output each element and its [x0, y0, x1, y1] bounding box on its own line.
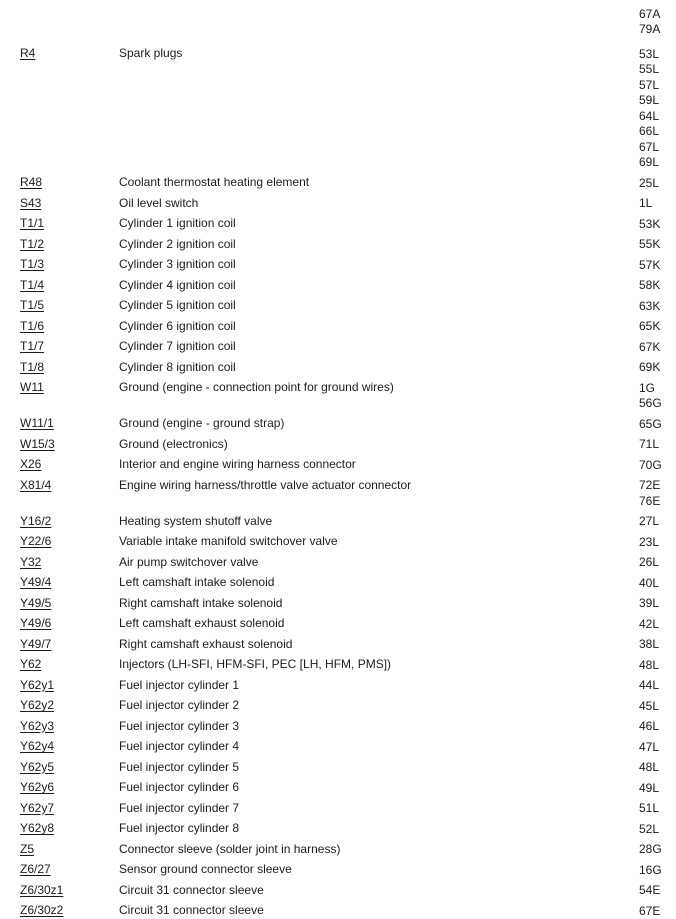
component-code-cell — [20, 883, 119, 898]
component-locations — [639, 437, 676, 453]
location-code: 65K — [639, 319, 661, 333]
table-row — [0, 698, 676, 714]
component-code-cell — [20, 657, 119, 672]
location-code: 53K — [639, 216, 661, 231]
table-row — [0, 637, 676, 653]
location-code: 65G — [639, 416, 662, 431]
location-code: 52L — [639, 821, 660, 836]
location-code: 40L — [639, 575, 660, 590]
table-row — [0, 360, 676, 376]
location-code: 1G — [639, 380, 656, 395]
component-locations — [639, 46, 676, 170]
component-locations — [639, 175, 676, 191]
component-code-cell — [20, 596, 119, 611]
table-row — [0, 821, 676, 837]
location-code: 67A — [639, 6, 661, 21]
component-description: Oil level switch — [119, 195, 199, 210]
component-code: T1/8 — [20, 359, 45, 374]
component-code-cell — [20, 678, 119, 693]
component-code-cell — [20, 514, 119, 529]
location-code: 16G — [639, 862, 662, 877]
table-row — [0, 678, 676, 694]
component-description: Heating system shutoff valve — [119, 513, 273, 528]
location-code: 79A — [639, 22, 661, 36]
location-code: 46L — [639, 719, 660, 733]
component-code-cell — [20, 437, 119, 452]
component-description: Interior and engine wiring harness connector — [119, 457, 356, 471]
table-row — [0, 216, 676, 232]
table-row — [0, 175, 676, 191]
component-code-cell — [20, 842, 119, 857]
table-row — [0, 46, 676, 170]
component-code-cell — [20, 801, 119, 816]
component-locations — [639, 555, 676, 571]
component-code: Y62y2 — [20, 698, 55, 712]
component-code-cell — [20, 555, 119, 570]
component-description: Cylinder 7 ignition coil — [119, 339, 236, 353]
component-description: Cylinder 3 ignition coil — [119, 257, 236, 271]
component-locations — [639, 534, 676, 550]
table-row — [0, 719, 676, 735]
component-locations — [639, 360, 676, 376]
component-code: Y16/2 — [20, 513, 52, 528]
component-locations — [639, 6, 676, 37]
component-code: S43 — [20, 195, 42, 210]
table-row — [0, 862, 676, 878]
component-code: T1/6 — [20, 318, 45, 333]
component-code: W15/3 — [20, 436, 55, 451]
component-code-cell — [20, 698, 119, 713]
table-row — [0, 616, 676, 632]
component-locations — [639, 801, 676, 817]
component-description: Left camshaft exhaust solenoid — [119, 616, 285, 630]
component-code: Y22/6 — [20, 534, 52, 548]
component-description: Fuel injector cylinder 6 — [119, 780, 240, 794]
component-locations — [639, 637, 676, 653]
component-code: Y62y3 — [20, 718, 55, 733]
location-code: 63K — [639, 298, 661, 313]
component-description: Ground (engine - ground strap) — [119, 416, 285, 430]
location-code: 47L — [639, 739, 660, 754]
component-description: Cylinder 1 ignition coil — [119, 216, 236, 230]
component-description: Ground (electronics) — [119, 436, 228, 451]
component-locations — [639, 883, 676, 899]
table-row — [0, 196, 676, 212]
component-code: Z5 — [20, 841, 35, 856]
component-locations — [639, 719, 676, 735]
component-code: Y49/4 — [20, 575, 52, 589]
component-code-cell — [20, 903, 119, 918]
location-code: 66L — [639, 124, 660, 138]
location-code: 27L — [639, 514, 660, 528]
location-code: 67K — [639, 339, 661, 354]
component-description: Air pump switchover valve — [119, 554, 259, 569]
component-code: Y49/5 — [20, 595, 52, 610]
component-locations — [639, 196, 676, 212]
location-code: 25L — [639, 175, 660, 190]
table-row — [0, 903, 676, 919]
component-code: R4 — [20, 46, 36, 60]
component-description: Connector sleeve (solder joint in harness) — [119, 841, 341, 856]
component-code: T1/5 — [20, 298, 45, 312]
component-code-cell — [20, 278, 119, 293]
component-location-table — [0, 6, 676, 919]
component-locations — [639, 760, 676, 776]
component-code: R48 — [20, 175, 43, 189]
component-locations — [639, 416, 676, 432]
component-locations — [639, 237, 676, 253]
component-code: Z6/30z2 — [20, 903, 64, 917]
component-description: Fuel injector cylinder 3 — [119, 718, 240, 733]
table-row — [0, 555, 676, 571]
component-code-cell — [20, 534, 119, 549]
location-code: 28G — [639, 842, 662, 856]
component-code: Y62y1 — [20, 677, 55, 692]
location-code: 72E — [639, 478, 661, 492]
component-code-cell — [20, 780, 119, 795]
component-locations — [639, 298, 676, 314]
component-description: Variable intake manifold switchover valve — [119, 534, 338, 548]
component-locations — [639, 478, 676, 509]
component-description: Cylinder 8 ignition coil — [119, 359, 236, 374]
location-code: 70G — [639, 457, 662, 472]
component-code: Y62y4 — [20, 739, 55, 753]
component-description: Cylinder 4 ignition coil — [119, 277, 236, 292]
component-description: Cylinder 2 ignition coil — [119, 236, 236, 251]
component-locations — [639, 514, 676, 530]
component-description: Fuel injector cylinder 1 — [119, 677, 240, 692]
location-code: 69L — [639, 155, 660, 169]
location-code: 48L — [639, 760, 660, 774]
component-code: T1/2 — [20, 236, 45, 251]
component-locations — [639, 739, 676, 755]
component-description: Injectors (LH-SFI, HFM-SFI, PEC [LH, HFM, PMS]) — [119, 657, 392, 671]
location-code: 1L — [639, 196, 653, 210]
component-code-cell — [20, 298, 119, 313]
component-description: Spark plugs — [119, 46, 183, 60]
table-row — [0, 801, 676, 817]
component-code: Z6/27 — [20, 862, 51, 876]
location-code: 49L — [639, 780, 660, 795]
component-description: Fuel injector cylinder 5 — [119, 759, 240, 774]
location-code: 64L — [639, 108, 660, 123]
table-row — [0, 339, 676, 355]
table-row — [0, 883, 676, 899]
table-row — [0, 319, 676, 335]
table-row — [0, 760, 676, 776]
component-description: Right camshaft intake solenoid — [119, 595, 283, 610]
table-row — [0, 437, 676, 453]
table-row — [0, 514, 676, 530]
component-code-cell — [20, 616, 119, 631]
location-code: 67E — [639, 903, 661, 918]
component-description: Circuit 31 connector sleeve — [119, 882, 264, 897]
location-code: 69K — [639, 360, 661, 374]
table-row — [0, 457, 676, 473]
component-description: Fuel injector cylinder 2 — [119, 698, 240, 712]
location-code: 48L — [639, 657, 660, 672]
location-code: 53L — [639, 46, 660, 61]
component-code: Y49/7 — [20, 636, 52, 651]
component-code-cell — [20, 719, 119, 734]
location-code: 45L — [639, 698, 660, 713]
component-code: Z6/30z1 — [20, 882, 64, 897]
component-code-cell — [20, 257, 119, 272]
table-row — [0, 575, 676, 591]
component-code: Y62y5 — [20, 759, 55, 774]
component-locations — [639, 698, 676, 714]
component-code: T1/4 — [20, 277, 45, 292]
table-row — [0, 380, 676, 411]
component-code: X26 — [20, 457, 42, 471]
component-code: W11 — [20, 380, 44, 394]
table-row — [0, 237, 676, 253]
table-row — [0, 780, 676, 796]
component-description: Left camshaft intake solenoid — [119, 575, 275, 589]
component-description: Circuit 31 connector sleeve — [119, 903, 264, 917]
component-code-cell — [20, 478, 119, 493]
component-description: Fuel injector cylinder 4 — [119, 739, 240, 753]
component-locations — [639, 616, 676, 632]
table-row — [0, 478, 676, 509]
component-code-cell — [20, 46, 119, 61]
component-code-cell — [20, 575, 119, 590]
component-code-cell — [20, 637, 119, 652]
location-code: 57L — [639, 77, 660, 92]
table-row — [0, 657, 676, 673]
location-code: 51L — [639, 801, 660, 815]
component-locations — [639, 903, 676, 919]
table-row — [0, 534, 676, 550]
component-code-cell — [20, 380, 119, 395]
table-row — [0, 298, 676, 314]
location-code: 26L — [639, 555, 660, 569]
component-code-cell — [20, 821, 119, 836]
component-locations — [639, 457, 676, 473]
component-code-cell — [20, 175, 119, 190]
component-locations — [639, 862, 676, 878]
location-code: 44L — [639, 678, 660, 692]
location-code: 23L — [639, 534, 660, 549]
component-code-cell — [20, 457, 119, 472]
component-locations — [639, 678, 676, 694]
component-locations — [639, 575, 676, 591]
component-code: T1/3 — [20, 257, 45, 271]
table-row — [0, 6, 676, 37]
component-code: Y62y6 — [20, 780, 55, 794]
table-row — [0, 416, 676, 432]
component-locations — [639, 780, 676, 796]
component-locations — [639, 278, 676, 294]
component-code-cell — [20, 339, 119, 354]
component-code: Y32 — [20, 554, 42, 569]
component-code: Y62 — [20, 657, 42, 671]
location-code: 67L — [639, 139, 660, 154]
component-code: Y62y7 — [20, 800, 55, 815]
location-code: 71L — [639, 437, 660, 451]
component-locations — [639, 319, 676, 335]
table-row — [0, 842, 676, 858]
component-description: Coolant thermostat heating element — [119, 175, 310, 189]
component-locations — [639, 596, 676, 612]
table-row — [0, 739, 676, 755]
location-code: 55K — [639, 237, 661, 251]
component-description: Fuel injector cylinder 7 — [119, 800, 240, 815]
component-code-cell — [20, 237, 119, 252]
component-code-cell — [20, 739, 119, 754]
table-row — [0, 278, 676, 294]
location-code: 38L — [639, 637, 660, 651]
component-description: Cylinder 5 ignition coil — [119, 298, 236, 312]
component-locations — [639, 821, 676, 837]
location-code: 57K — [639, 257, 661, 272]
location-code: 76E — [639, 493, 661, 508]
component-locations — [639, 216, 676, 232]
component-description: Sensor ground connector sleeve — [119, 862, 292, 876]
location-code: 56G — [639, 396, 662, 410]
component-code-cell — [20, 319, 119, 334]
component-code-cell — [20, 196, 119, 211]
component-description: Ground (engine - connection point for ground wires) — [119, 380, 394, 394]
component-code: X81/4 — [20, 477, 52, 492]
component-locations — [639, 380, 676, 411]
component-code: W11/1 — [20, 416, 54, 430]
component-description: Engine wiring harness/throttle valve actuator connector — [119, 477, 412, 492]
component-code: T1/7 — [20, 339, 45, 353]
component-code: T1/1 — [20, 216, 45, 230]
location-code: 39L — [639, 596, 660, 610]
component-code-cell — [20, 760, 119, 775]
location-code: 59L — [639, 93, 660, 107]
location-code: 55L — [639, 62, 660, 76]
location-code: 42L — [639, 616, 660, 631]
component-code-cell — [20, 360, 119, 375]
component-description: Fuel injector cylinder 8 — [119, 821, 240, 835]
component-code: Y49/6 — [20, 616, 52, 630]
component-locations — [639, 339, 676, 355]
table-row — [0, 596, 676, 612]
component-description: Cylinder 6 ignition coil — [119, 318, 236, 333]
component-code-cell — [20, 862, 119, 877]
component-code-cell — [20, 216, 119, 231]
component-locations — [639, 257, 676, 273]
component-locations — [639, 657, 676, 673]
table-row — [0, 257, 676, 273]
component-locations — [639, 842, 676, 858]
location-code: 54E — [639, 883, 661, 897]
location-code: 58K — [639, 278, 661, 292]
component-code: Y62y8 — [20, 821, 55, 835]
component-description: Right camshaft exhaust solenoid — [119, 636, 293, 651]
component-code-cell — [20, 416, 119, 431]
